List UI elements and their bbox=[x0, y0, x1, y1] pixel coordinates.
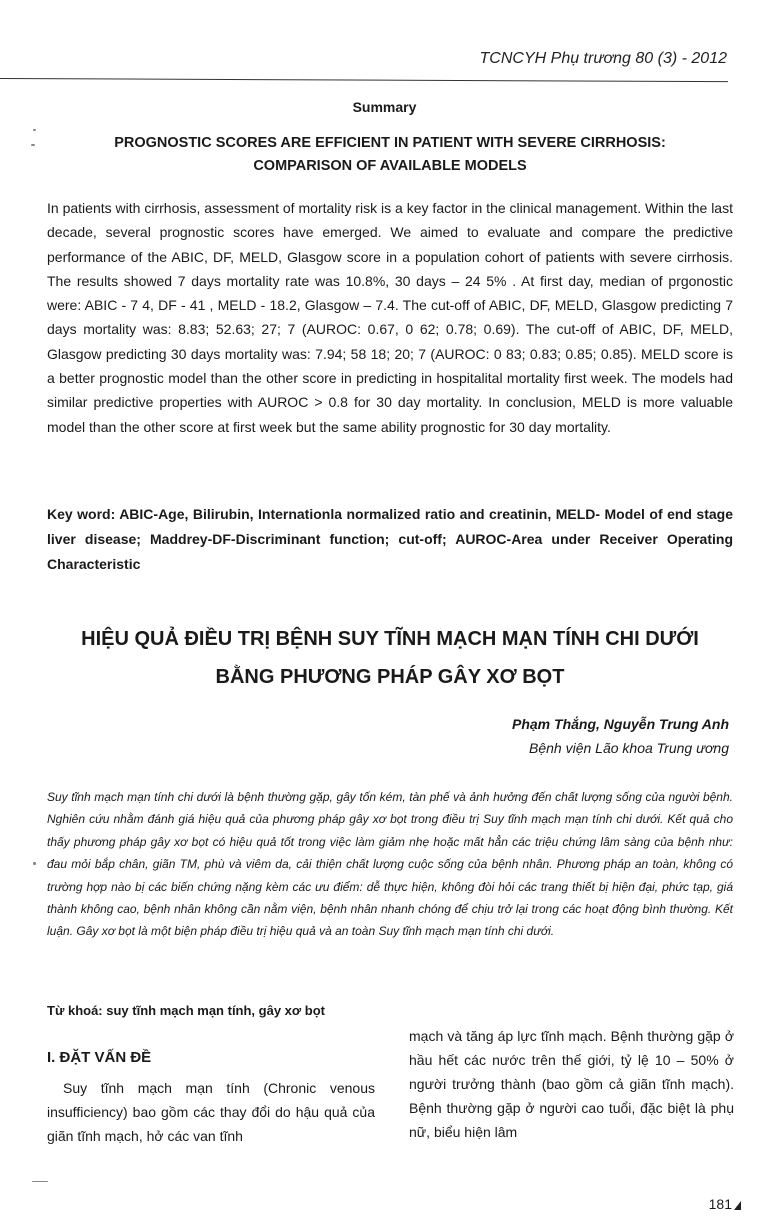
summary-label: Summary bbox=[352, 99, 417, 115]
author-names: Phạm Thắng, Nguyễn Trung Anh bbox=[512, 716, 729, 732]
english-title-line-1: PROGNOSTIC SCORES ARE EFFICIENT IN PATIENT WITH SEVERE CIRRHOSIS: bbox=[114, 135, 666, 151]
vietnamese-keywords: Từ khoá: suy tĩnh mạch mạn tính, gây xơ bọt bbox=[47, 1003, 325, 1018]
scan-speck bbox=[31, 144, 35, 146]
scan-speck bbox=[33, 862, 36, 865]
vietnamese-abstract: Suy tĩnh mạch mạn tính chi dưới là bệnh thường gặp, gây tốn kém, tàn phế và ảnh hưởng đến chất lượng sống của người bệnh. Nghiên cứu nhằm đánh giá hiệu quả của phương pháp gây xơ bọt trong điều trị Suy tĩnh mạch mạn tính chi dưới. Kết quả cho thấy phương pháp gây xơ bọt có hiệu quả tốt trong việc làm giảm nhẹ hoặc mất hẳn các triệu chứng lâm sàng của bệnh như: đau mỏi bắp chân, giãn TM, phù và viêm da, cải thiện chất lượng cuộc sống của bệnh nhân. Phương pháp an toàn, không có trường hợp nào bị các biến chứng nặng kèm các ưu điểm: dễ thực hiện, không đòi hỏi các trang thiết bị hiện đại, phức tạp, giá thành không cao, bệnh nhân không cần nằm viện, bệnh nhân nhanh chóng để chịu trở lại trong các hoạt động bình thường. Kết luận. Gây xơ bọt là một biện pháp điều trị hiệu quả và an toàn Suy tĩnh mạch mạn tính chi dưới. bbox=[47, 790, 733, 939]
author-affiliation: Bệnh viện Lão khoa Trung ương bbox=[529, 740, 729, 756]
body-column-right bbox=[409, 1024, 734, 1144]
scan-speck bbox=[32, 1181, 48, 1182]
vietnamese-title bbox=[40, 620, 740, 696]
right-column-text: mạch và tăng áp lực tĩnh mạch. Bệnh thường gặp ở hầu hết các nước trên thế giới, tỷ lệ 10 – 50% ở người trưởng thành (bao gồm cả giãn tĩnh mạch). Bệnh thường gặp ở người cao tuổi, đặc biệt là phụ nữ, biểu hiện lâm bbox=[409, 1028, 734, 1140]
vietnamese-title-line-1: HIỆU QUẢ ĐIỀU TRỊ BỆNH SUY TĨNH MẠCH MẠN TÍNH CHI DƯỚI bbox=[81, 628, 699, 650]
header-rule bbox=[0, 78, 728, 82]
journal-header: TCNCYH Phụ trương 80 (3) - 2012 bbox=[479, 50, 727, 67]
scan-speck bbox=[33, 129, 36, 131]
page-number bbox=[709, 1196, 741, 1212]
section-heading: I. ĐẶT VẤN ĐỀ bbox=[47, 1049, 152, 1066]
english-abstract: In patients with cirrhosis, assessment of mortality risk is a key factor in the clinical management. Within the last decade, several prognostic scores have emerged. We aimed to evaluate and compare the predictive performance of the ABIC, DF, MELD, Glasgow score in a population cohort of patients with severe cirrhosis. The results showed 7 days mortality rate was 10.8%, 30 days – 24 5% . At first day, median of prgonostic were: ABIC - 7 4, DF - 41 , MELD - 18.2, Glasgow – 7.4. The cut-off of ABIC, DF, MELD, Glasgow predicting 7 days mortality was: 8.83; 52.63; 27; 7 (AUROC: 0.67, 0 62; 0.78; 0.69). The cut-off of ABIC, DF, MELD, Glasgow predicting 30 days mortality was: 7.94; 58 18; 20; 7 (AUROC: 0 83; 0.83; 0.85; 0.85). MELD score is a better prognostic model than the other score in predicting in hospitalital mortality first week. The models had similar predictive properties with AUROC > 0.8 for 30 day mortality. In conclusion, MELD is more valuable model than the other score at first week but the same ability prognostic for 30 day mortality. bbox=[47, 200, 733, 435]
body-column-left bbox=[47, 1046, 375, 1148]
english-title bbox=[60, 132, 720, 178]
page-marker-icon bbox=[734, 1201, 741, 1210]
english-title-line-2: COMPARISON OF AVAILABLE MODELS bbox=[253, 158, 527, 174]
author-block bbox=[512, 712, 729, 760]
vietnamese-title-line-2: BẰNG PHƯƠNG PHÁP GÂY XƠ BỌT bbox=[215, 666, 565, 688]
page-number-value: 181 bbox=[708, 1196, 732, 1212]
left-column-text: Suy tĩnh mạch mạn tính (Chronic venous insufficiency) bao gồm các thay đổi do hậu quả của giãn tĩnh mạch, hở các van tĩnh bbox=[47, 1080, 375, 1144]
english-keywords: Key word: ABIC-Age, Bilirubin, Internationla normalized ratio and creatinin, MELD- Model of end stage liver disease; Maddrey-DF-Discriminant function; cut-off; AUROC-Area under Receiver Operating Characteristic bbox=[47, 506, 733, 572]
